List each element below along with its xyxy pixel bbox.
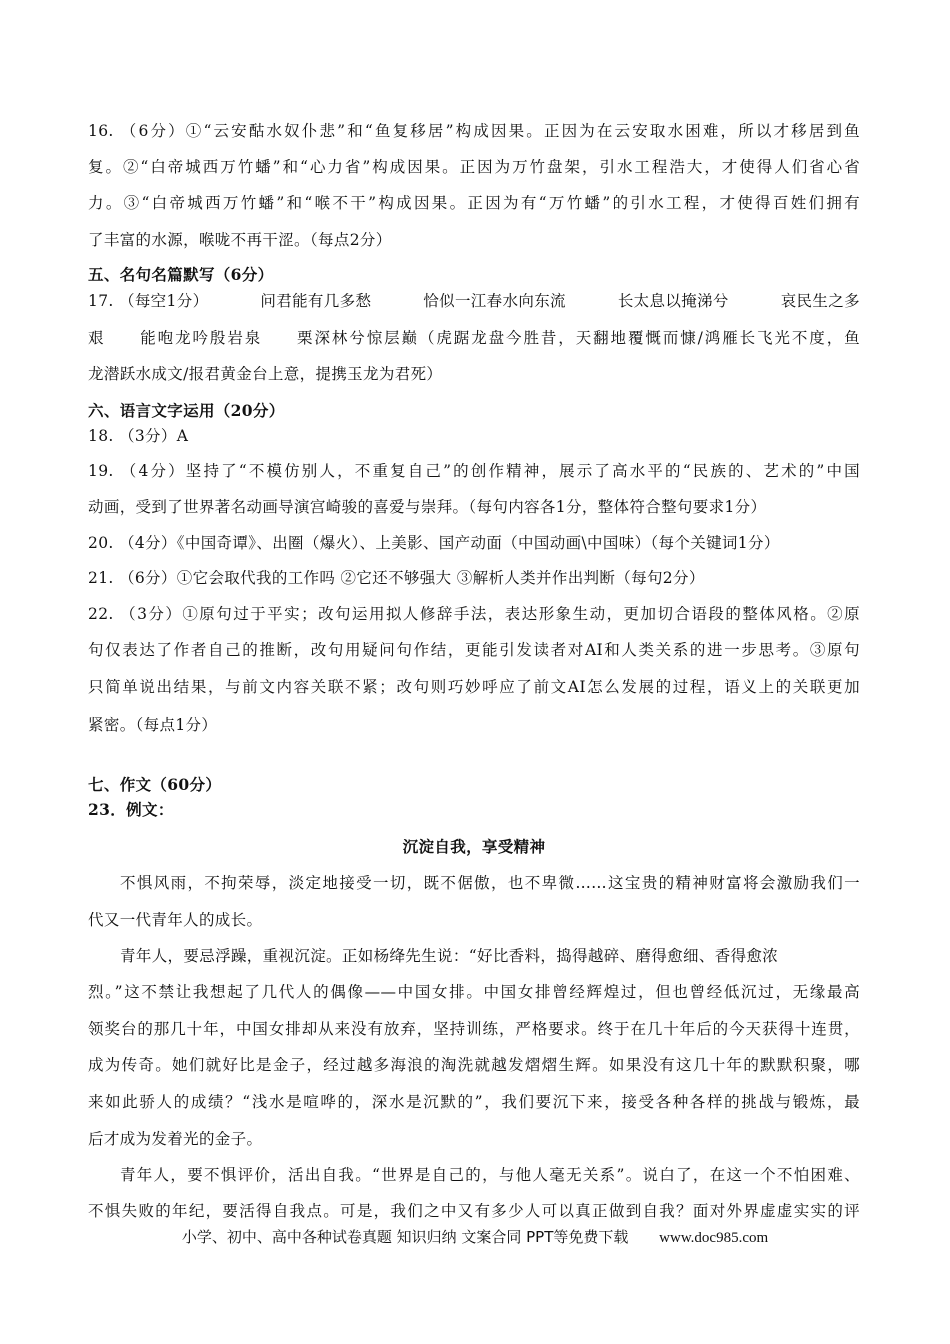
q18-answer: 18. （3分）A: [88, 427, 189, 445]
q16-line-1: 16. （6分）①“云安酤水奴仆悲”和“鱼复移居”构成因果。正因为在云安取水困难，所以才移居到鱼: [88, 122, 860, 140]
q17-label: 17. （每空1分）: [88, 292, 209, 310]
q22-line-1: 22. （3分）①原句过于平实；改句运用拟人修辞手法，表达形象生动，更加切合语段的整体风格。②原: [88, 605, 860, 623]
q17-answer-1: 问君能有几多愁: [260, 292, 372, 310]
essay-p1-line-1: 不惧风雨，不拘荣辱，淡定地接受一切，既不倨傲，也不卑微……这宝贵的精神财富将会激励我们一: [120, 874, 860, 892]
essay-p2-line-2: 烈。”这不禁让我想起了几代人的偶像——中国女排。中国女排曾经辉煌过，但也曾经低沉过，无缘最高: [88, 983, 860, 1001]
q16-line-4: 了丰富的水源，喉咙不再干涩。（每点2分）: [88, 231, 392, 249]
q16-line-3: 力。③“白帝城西万竹蟠”和“喉不干”构成因果。正因为有“万竹蟠”的引水工程，才使得百姓们拥有: [88, 194, 860, 212]
q22-line-4: 紧密。（每点1分）: [88, 716, 218, 734]
q19-line-2: 动画，受到了世界著名动画导演宫崎骏的喜爱与崇拜。（每句内容各1分，整体符合整句要求1分）: [88, 498, 767, 516]
q19-line-1: 19. （4分）坚持了“不模仿别人，不重复自己”的创作精神，展示了高水平的“民族的、艺术的”中国: [88, 462, 860, 480]
q17-line-2: 艰 能咆龙吟殷岩泉 栗深林兮惊层巅（虎踞龙盘今胜昔，天翻地覆慨而慷/鸿雁长飞光不度，鱼: [88, 329, 860, 347]
footer-text: 小学、初中、高中各种试卷真题 知识归纳 文案合同 PPT等免费下载: [181, 1228, 629, 1246]
q17-answer-2: 恰似一江春水向东流: [423, 292, 566, 310]
section7-heading: 七、作文（60分）: [88, 775, 222, 794]
q17-answer-3: 长太息以掩涕兮: [617, 292, 729, 310]
q23-label: 23．例文：: [88, 800, 174, 819]
essay-title: 沉淀自我，享受精神: [402, 837, 546, 856]
essay-p2-line-1: 青年人，要忌浮躁，重视沉淀。正如杨绛先生说：“好比香料，捣得越碎、磨得愈细、香得愈浓: [120, 947, 779, 965]
q17-line-1: [88, 290, 860, 312]
essay-p2-line-5: 来如此骄人的成绩？“浅水是喧哗的，深水是沉默的”，我们要沉下来，接受各种各样的挑战与锻炼，最: [88, 1093, 860, 1111]
q22-line-2: 句仅表达了作者自己的推断，改句用疑问句作结，更能引发读者对AI和人类关系的进一步思考。③原句: [88, 641, 860, 659]
section5-heading: 五、名句名篇默写（6分）: [88, 265, 274, 284]
q17-answer-4: 哀民生之多: [780, 292, 860, 310]
essay-p3-line-2: 不惧失败的年纪，要活得自我点。可是，我们之中又有多少人可以真正做到自我？面对外界虚虚实实的评: [88, 1202, 860, 1220]
essay-p2-line-6: 后才成为发着光的金子。: [88, 1130, 263, 1148]
q16-line-2: 复。②“白帝城西万竹蟠”和“心力省”构成因果。正因为万竹盘架，引水工程浩大，才使得人们省心省: [88, 158, 860, 176]
q22-line-3: 只简单说出结果，与前文内容关联不紧；改句则巧妙呼应了前文AI怎么发展的过程，语义上的关联更加: [88, 678, 860, 696]
essay-p1-line-2: 代又一代青年人的成长。: [88, 911, 263, 929]
page-footer: [0, 1226, 950, 1249]
q20-answer: 20. （4分）《中国奇谭》、出圈（爆火）、上美影、国产动面（中国动画\中国味）（每个关键词1分）: [88, 534, 780, 552]
essay-p2-line-4: 成为传奇。她们就好比是金子，经过越多海浪的淘洗就越发熠熠生辉。如果没有这几十年的默默积聚，哪: [88, 1056, 860, 1074]
essay-p3-line-1: 青年人，要不惧评价，活出自我。“世界是自己的，与他人毫无关系”。说白了，在这一个不怕困难、: [120, 1166, 860, 1184]
q17-line-3: 龙潜跃水成文/报君黄金台上意，提携玉龙为君死）: [88, 365, 443, 383]
footer-link[interactable]: www.doc985.com: [659, 1230, 769, 1246]
q21-answer: 21. （6分）①它会取代我的工作吗 ②它还不够强大 ③解析人类并作出判断（每句2分）: [88, 569, 705, 587]
section6-heading: 六、语言文字运用（20分）: [88, 401, 285, 420]
essay-p2-line-3: 领奖台的那几十年，中国女排却从来没有放弃，坚持训练，严格要求。终于在几十年后的今天获得十连贯，: [88, 1020, 860, 1038]
